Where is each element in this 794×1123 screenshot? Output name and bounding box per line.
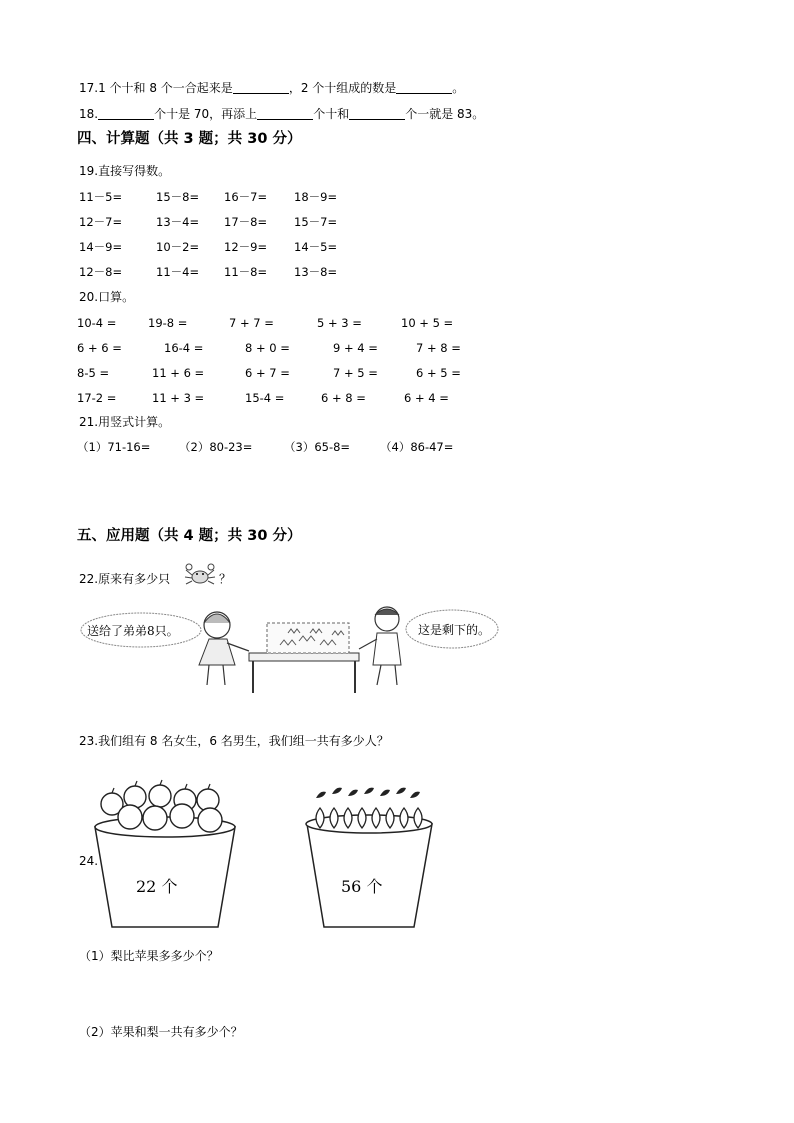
section-5-title: 五、应用题（共 4 题；共 30 分） <box>77 528 302 544</box>
q20-item: 10-4 = <box>77 316 117 330</box>
q20-item: 10 + 5 = <box>401 316 454 330</box>
q19-item: 17－8= <box>224 215 268 229</box>
q24-sub1: （1）梨比苹果多多少个？ <box>79 949 219 963</box>
q20-item: 15-4 = <box>245 391 285 405</box>
pear-bucket-image <box>302 782 437 932</box>
q19-item: 14－5= <box>294 240 338 254</box>
section-4-title: 四、计算题（共 3 题；共 30 分） <box>77 131 302 147</box>
q19-item: 18－9= <box>294 190 338 204</box>
q22-text-a: 22.原来有多少只 <box>79 572 171 586</box>
answer-blank <box>257 107 313 120</box>
q19-item: 10－2= <box>156 240 200 254</box>
q21-title: 21.用竖式计算。 <box>79 415 171 429</box>
q20-item: 11 + 3 = <box>152 391 205 405</box>
bubble-left-text: 送给了弟弟8只。 <box>87 624 179 638</box>
q20-item: 11 + 6 = <box>152 366 205 380</box>
q21-item: （3）65-8= <box>284 440 351 454</box>
q20-item: 19-8 = <box>148 316 188 330</box>
q19-title: 19.直接写得数。 <box>79 164 171 178</box>
q20-item: 8-5 = <box>77 366 110 380</box>
q21-item: （2）80-23= <box>179 440 253 454</box>
answer-blank <box>233 81 289 94</box>
answer-blank <box>396 81 452 94</box>
q17-text-b: ，2 个十组成的数是 <box>288 81 397 95</box>
q19-item: 14－9= <box>79 240 123 254</box>
q19-item: 11－4= <box>156 265 200 279</box>
q19-item: 12－9= <box>224 240 268 254</box>
q21-item: （1）71-16= <box>77 440 151 454</box>
q19-item: 11－5= <box>79 190 123 204</box>
q19-item: 13－8= <box>294 265 338 279</box>
q19-item: 12－7= <box>79 215 123 229</box>
q19-item: 11－8= <box>224 265 268 279</box>
q20-item: 16-4 = <box>164 341 204 355</box>
q18-text-d: 个一就是 83。 <box>405 107 485 121</box>
q18-text-c: 个十和 <box>313 107 350 121</box>
answer-blank <box>349 107 405 120</box>
question-18 <box>79 106 484 122</box>
q18-text-a: 18. <box>79 107 99 121</box>
bubble-right-text: 这是剩下的。 <box>418 623 491 637</box>
q17-text-c: 。 <box>452 81 465 95</box>
q17-text-a: 17.1 个十和 8 个一合起来是 <box>79 81 233 95</box>
q19-item: 12－8= <box>79 265 123 279</box>
q20-item: 7 + 8 = <box>416 341 461 355</box>
q20-item: 6 + 5 = <box>416 366 461 380</box>
q18-text-b: 个十是 70，再添上 <box>154 107 258 121</box>
apple-bucket-image <box>90 782 240 932</box>
q20-item: 6 + 8 = <box>321 391 366 405</box>
q20-item: 6 + 6 = <box>77 341 122 355</box>
answer-blank <box>98 107 154 120</box>
q20-item: 6 + 4 = <box>404 391 449 405</box>
apple-count-label: 22 个 <box>136 877 178 896</box>
q20-item: 6 + 7 = <box>245 366 290 380</box>
crab-scene-image <box>77 603 502 698</box>
crab-icon <box>183 562 217 588</box>
q22-text-b: ？ <box>219 572 232 586</box>
q19-item: 15－8= <box>156 190 200 204</box>
question-17 <box>79 80 464 96</box>
q19-item: 15－7= <box>294 215 338 229</box>
q20-item: 8 + 0 = <box>245 341 290 355</box>
pear-count-label: 56 个 <box>341 877 383 896</box>
q20-item: 5 + 3 = <box>317 316 362 330</box>
q20-item: 17-2 = <box>77 391 117 405</box>
q19-item: 13－4= <box>156 215 200 229</box>
q20-item: 7 + 5 = <box>333 366 378 380</box>
q20-item: 7 + 7 = <box>229 316 274 330</box>
q19-item: 16－7= <box>224 190 268 204</box>
q20-item: 9 + 4 = <box>333 341 378 355</box>
q20-title: 20.口算。 <box>79 290 135 304</box>
q21-item: （4）86-47= <box>380 440 454 454</box>
q23-text: 23.我们组有 8 名女生，6 名男生，我们组一共有多少人？ <box>79 734 389 748</box>
q24-sub2: （2）苹果和梨一共有多少个？ <box>79 1025 243 1039</box>
q24-number: 24. <box>79 854 99 868</box>
